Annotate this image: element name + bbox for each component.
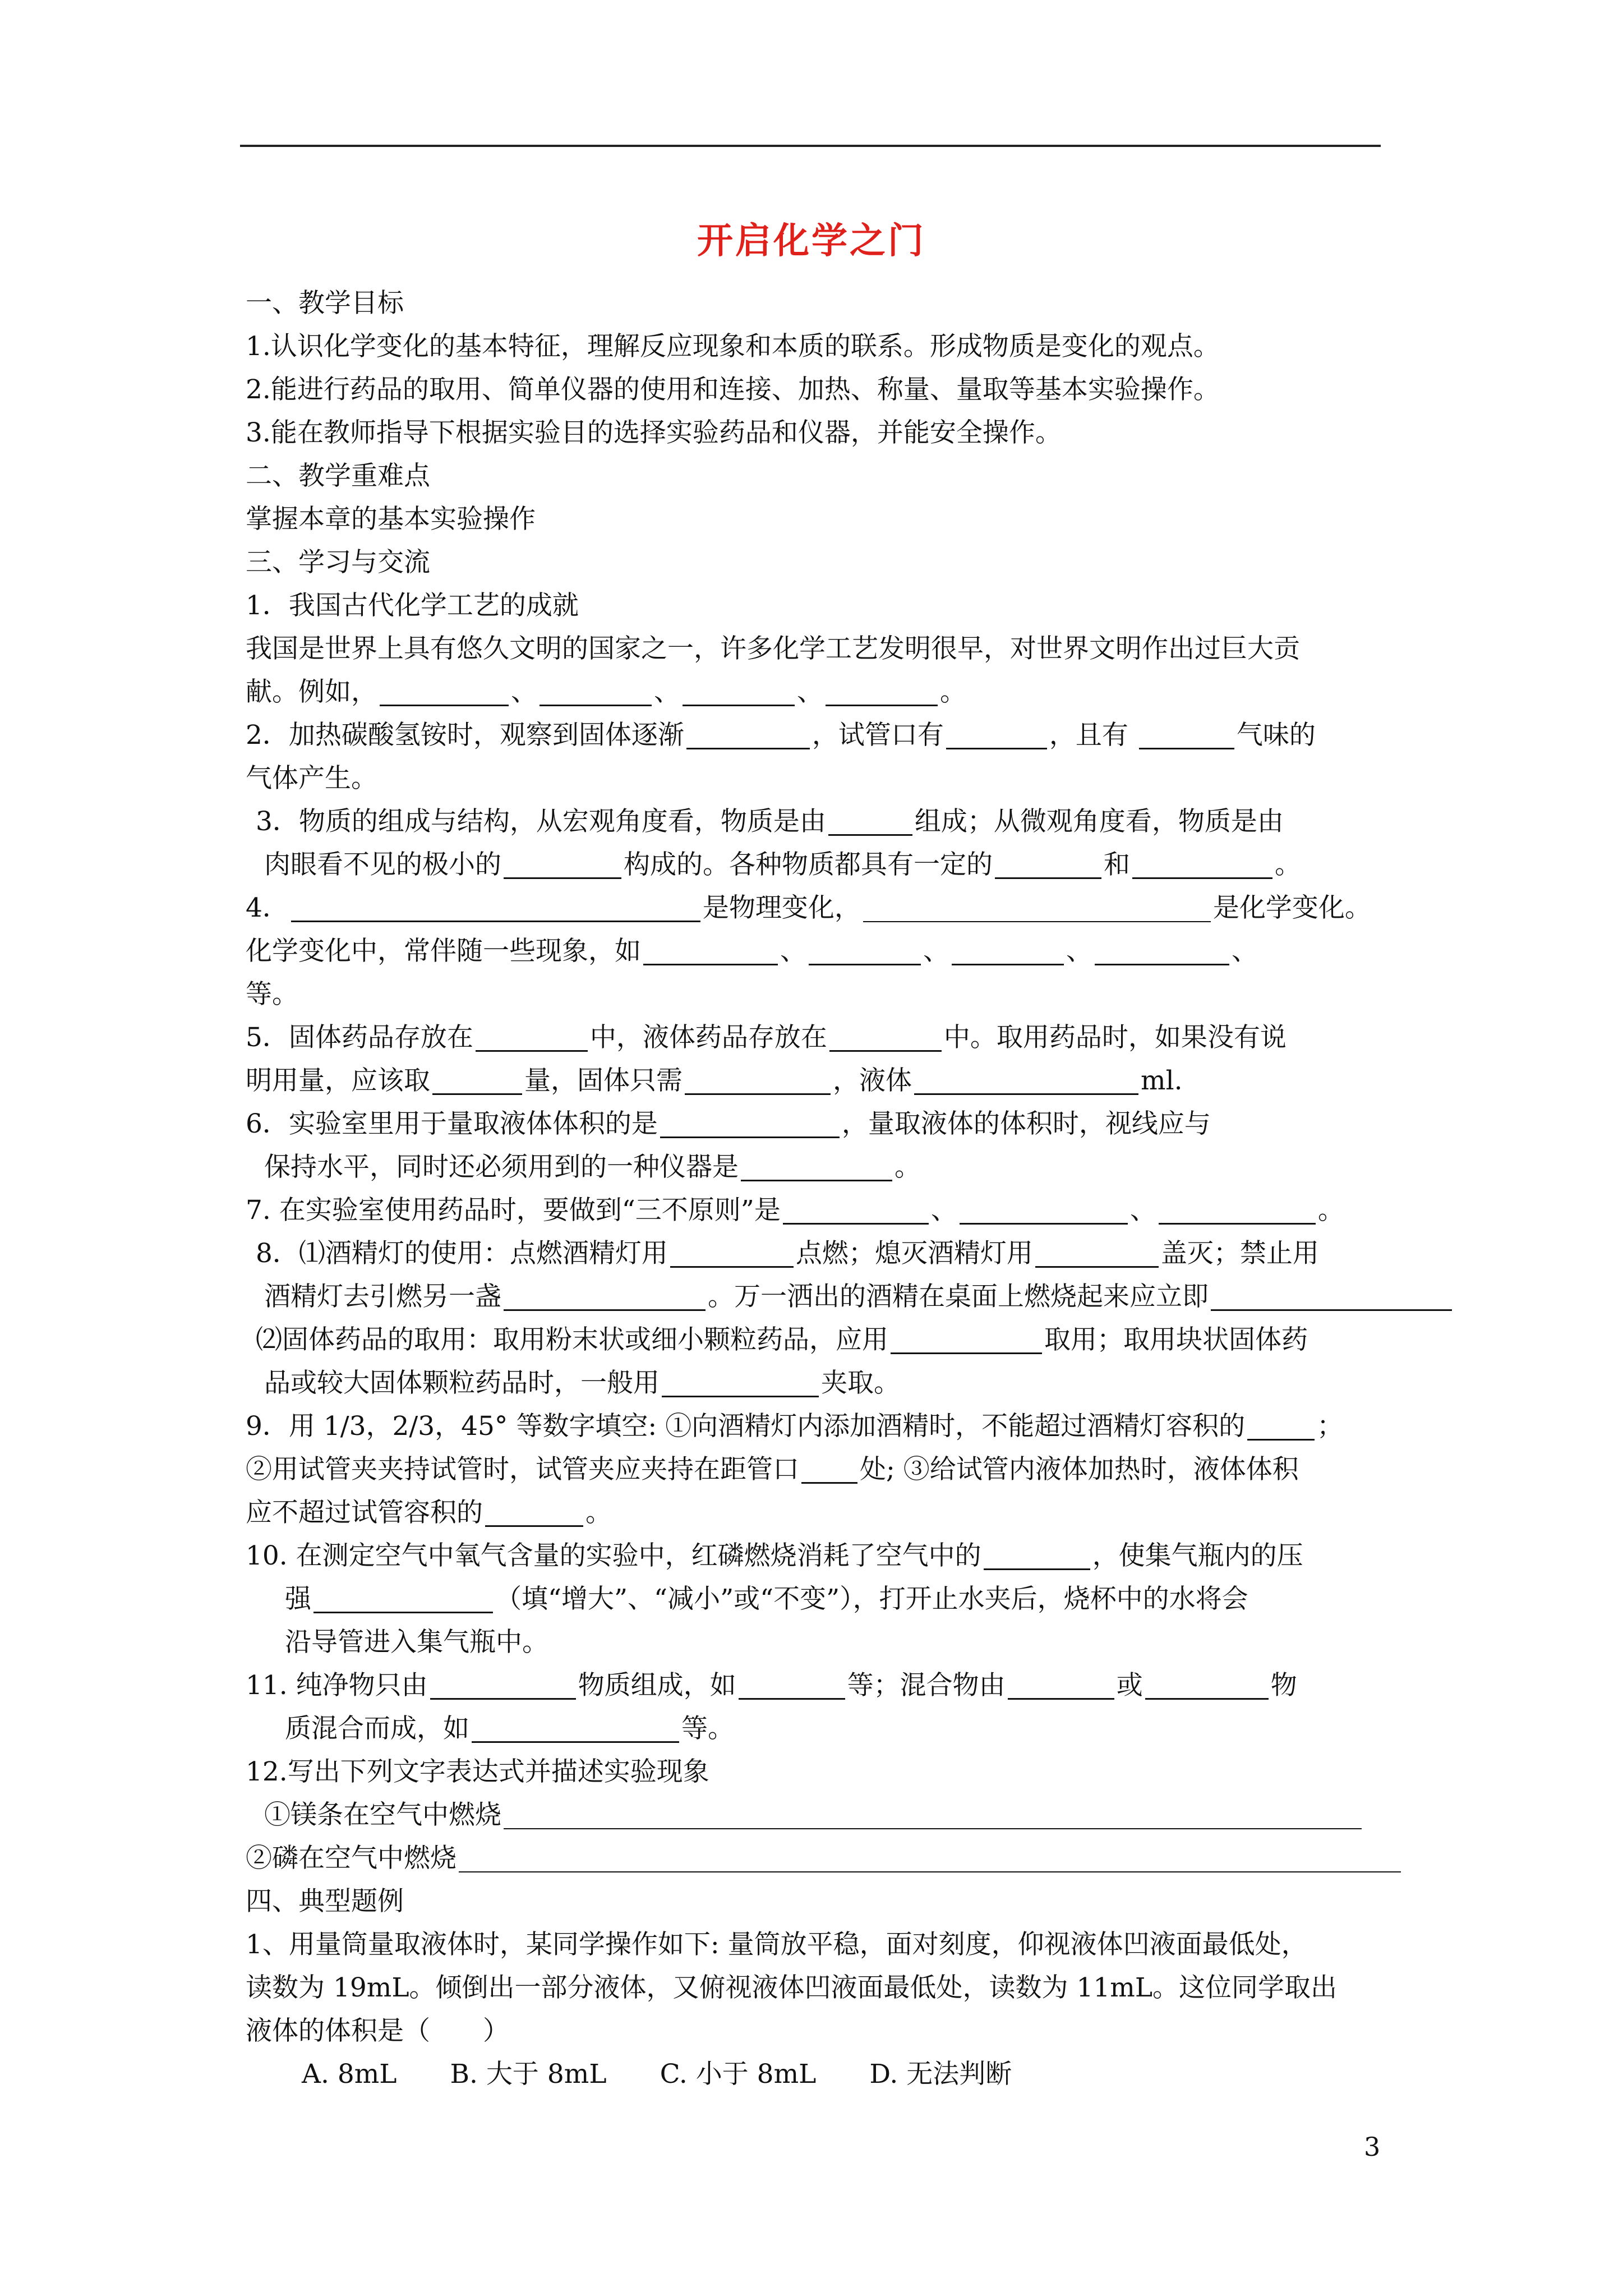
question-line: 献。例如， 、 、 、 。 [246,677,966,707]
answer-blank[interactable] [472,1714,679,1743]
answer-blank[interactable] [1211,1282,1452,1311]
objective-item: 1.认识化学变化的基本特征，理解反应现象和本质的联系。形成物质是变化的观点。 [246,331,1220,362]
answer-blank[interactable] [540,678,652,706]
answer-blank[interactable] [485,1498,583,1527]
answer-blank[interactable] [459,1844,1401,1872]
question-line: 酒精灯去引燃另一盏 。万一洒出的酒精在桌面上燃烧起来应立即 [246,1275,1384,1318]
answer-blank[interactable] [432,1066,522,1095]
answer-blank[interactable] [984,1542,1090,1570]
question-line: 2．加热碳酸氢铵时，观察到固体逐渐 ，试管口有 ，且有 气味的 [246,720,1316,751]
question-title: 1．我国古代化学工艺的成就 [246,590,579,621]
answer-blank[interactable] [504,1801,1362,1829]
question-line: 化学变化中，常伴随一些现象，如 、 、 、 、 [246,936,1258,967]
objective-item: 3.能在教师指导下根据实验目的选择实验药品和仪器，并能安全操作。 [246,417,1062,448]
key-point-text: 掌握本章的基本实验操作 [246,504,536,535]
answer-blank[interactable] [891,1326,1042,1354]
question-line: 5．固体药品存放在 中，液体药品存放在 中。取用药品时，如果没有说 [246,1022,1287,1053]
section-heading: 一、教学目标 [246,288,404,319]
answer-blank[interactable] [1132,850,1272,879]
question-line: 6．实验室里用于量取液体体积的是 ，量取液体的体积时，视线应与 [246,1108,1211,1139]
answer-blank[interactable] [291,894,700,922]
answer-blank[interactable] [430,1671,576,1700]
page-number: 3 [1364,2132,1381,2162]
answer-blank[interactable] [1139,721,1234,749]
answer-blank[interactable] [1159,1196,1316,1225]
option-d[interactable]: D. 无法判断 [869,2059,1012,2090]
answer-blank[interactable] [952,937,1064,965]
answer-blank[interactable] [1095,937,1229,965]
answer-blank[interactable] [828,807,912,836]
question-text: 我国是世界上具有悠久文明的国家之一，许多化学工艺发明很早，对世界文明作出过巨大贡 [246,633,1300,664]
answer-blank[interactable] [809,937,921,965]
question-line: 3．物质的组成与结构，从宏观角度看，物质是由 组成；从微观角度看，物质是由 [256,806,1284,837]
section-heading: 四、典型题例 [246,1886,404,1917]
question-line: ②磷在空气中燃烧 [246,1837,1384,1880]
example-text: 读数为 19mL。倾倒出一部分液体，又俯视液体凹液面最低处，读数为 11mL。这位同学取出 [246,1972,1338,2003]
header-rule [240,145,1381,147]
answer-options [246,2053,1384,2096]
option-a[interactable]: A. 8mL [302,2059,397,2090]
question-text: 等。 [246,979,298,1010]
answer-blank[interactable] [946,721,1047,749]
option-c[interactable]: C. 小于 8mL [660,2059,817,2090]
example-text: 1、用量筒量取液体时，某同学操作如下: 量筒放平稳，面对刻度，仰视液体凹液面最低处， [246,1929,1308,1960]
section-heading: 二、教学重难点 [246,461,430,491]
question-line: ⑵固体药品的取用：取用粉末状或细小颗粒药品，应用 取用；取用块状固体药 [256,1324,1308,1355]
answer-blank[interactable] [1008,1671,1114,1700]
question-title: 12.写出下列文字表达式并描述实验现象 [246,1756,709,1787]
question-line: 明用量，应该取 量，固体只需 ，液体 ml. [246,1065,1183,1096]
answer-blank[interactable] [670,1239,794,1268]
question-line: 品或较大固体颗粒药品时，一般用 夹取。 [264,1368,900,1398]
answer-blank[interactable] [313,1585,493,1613]
question-line: ②用试管夹夹持试管时，试管夹应夹持在距管口 处; ③给试管内液体加热时，液体体积 [246,1454,1299,1485]
answer-blank[interactable] [863,894,1211,922]
answer-blank[interactable] [960,1196,1128,1225]
answer-blank[interactable] [829,1023,942,1052]
answer-blank[interactable] [783,1196,929,1225]
question-text: 沿导管进入集气瓶中。 [285,1627,548,1658]
answer-blank[interactable] [380,678,509,706]
question-line: 保持水平，同时还必须用到的一种仪器是 。 [264,1152,921,1182]
answer-blank[interactable] [1035,1239,1159,1268]
document-body [246,282,1384,2096]
answer-blank[interactable] [1145,1671,1269,1700]
answer-blank[interactable] [914,1066,1138,1095]
answer-blank[interactable] [683,678,795,706]
question-line: 应不超过试管容积的 。 [246,1497,612,1528]
answer-blank[interactable] [686,721,810,749]
question-line: 肉眼看不见的极小的 构成的。各种物质都具有一定的 和 。 [264,849,1301,880]
question-line: 4． 是物理变化， 是化学变化。 [246,892,1371,923]
answer-blank[interactable] [476,1023,588,1052]
answer-blank[interactable] [1247,1412,1315,1441]
answer-blank[interactable] [504,1282,706,1311]
answer-blank[interactable] [660,1110,840,1138]
question-text: 气体产生。 [246,763,377,794]
answer-blank[interactable] [685,1066,831,1095]
answer-blank[interactable] [741,1153,892,1181]
objective-item: 2.能进行药品的取用、简单仪器的使用和连接、加热、称量、量取等基本实验操作。 [246,374,1220,405]
answer-blank[interactable] [801,1455,857,1484]
question-line: 7. 在实验室使用药品时，要做到“三不原则”是 、 、 。 [246,1195,1344,1226]
answer-blank[interactable] [662,1369,819,1397]
answer-blank[interactable] [826,678,938,706]
question-line: ①镁条在空气中燃烧 [246,1793,1384,1837]
answer-blank[interactable] [643,937,778,965]
question-line: 9．用 1/3，2/3，45° 等数字填空: ①向酒精灯内添加酒精时，不能超过酒精灯容积的 ； [246,1411,1344,1442]
page-title: 开启化学之门 [697,220,926,262]
answer-blank[interactable] [504,850,621,879]
question-line: 8．⑴酒精灯的使用：点燃酒精灯用 点燃；熄灭酒精灯用 盖灭；禁止用 [256,1238,1319,1269]
answer-blank[interactable] [995,850,1101,879]
section-heading: 三、学习与交流 [246,547,430,578]
example-text: 液体的体积是（ ） [246,2016,509,2046]
option-b[interactable]: B. 大于 8mL [450,2059,607,2090]
question-line: 11. 纯净物只由 物质组成，如 等；混合物由 或 物 [246,1670,1297,1701]
question-line: 10. 在测定空气中氧气含量的实验中，红磷燃烧消耗了空气中的 ，使集气瓶内的压 [246,1540,1303,1571]
answer-blank[interactable] [739,1671,845,1700]
question-line: 质混合而成，如 等。 [285,1713,734,1744]
question-line: 强 （填“增大”、“减小”或“不变”），打开止水夹后，烧杯中的水将会 [285,1584,1248,1614]
